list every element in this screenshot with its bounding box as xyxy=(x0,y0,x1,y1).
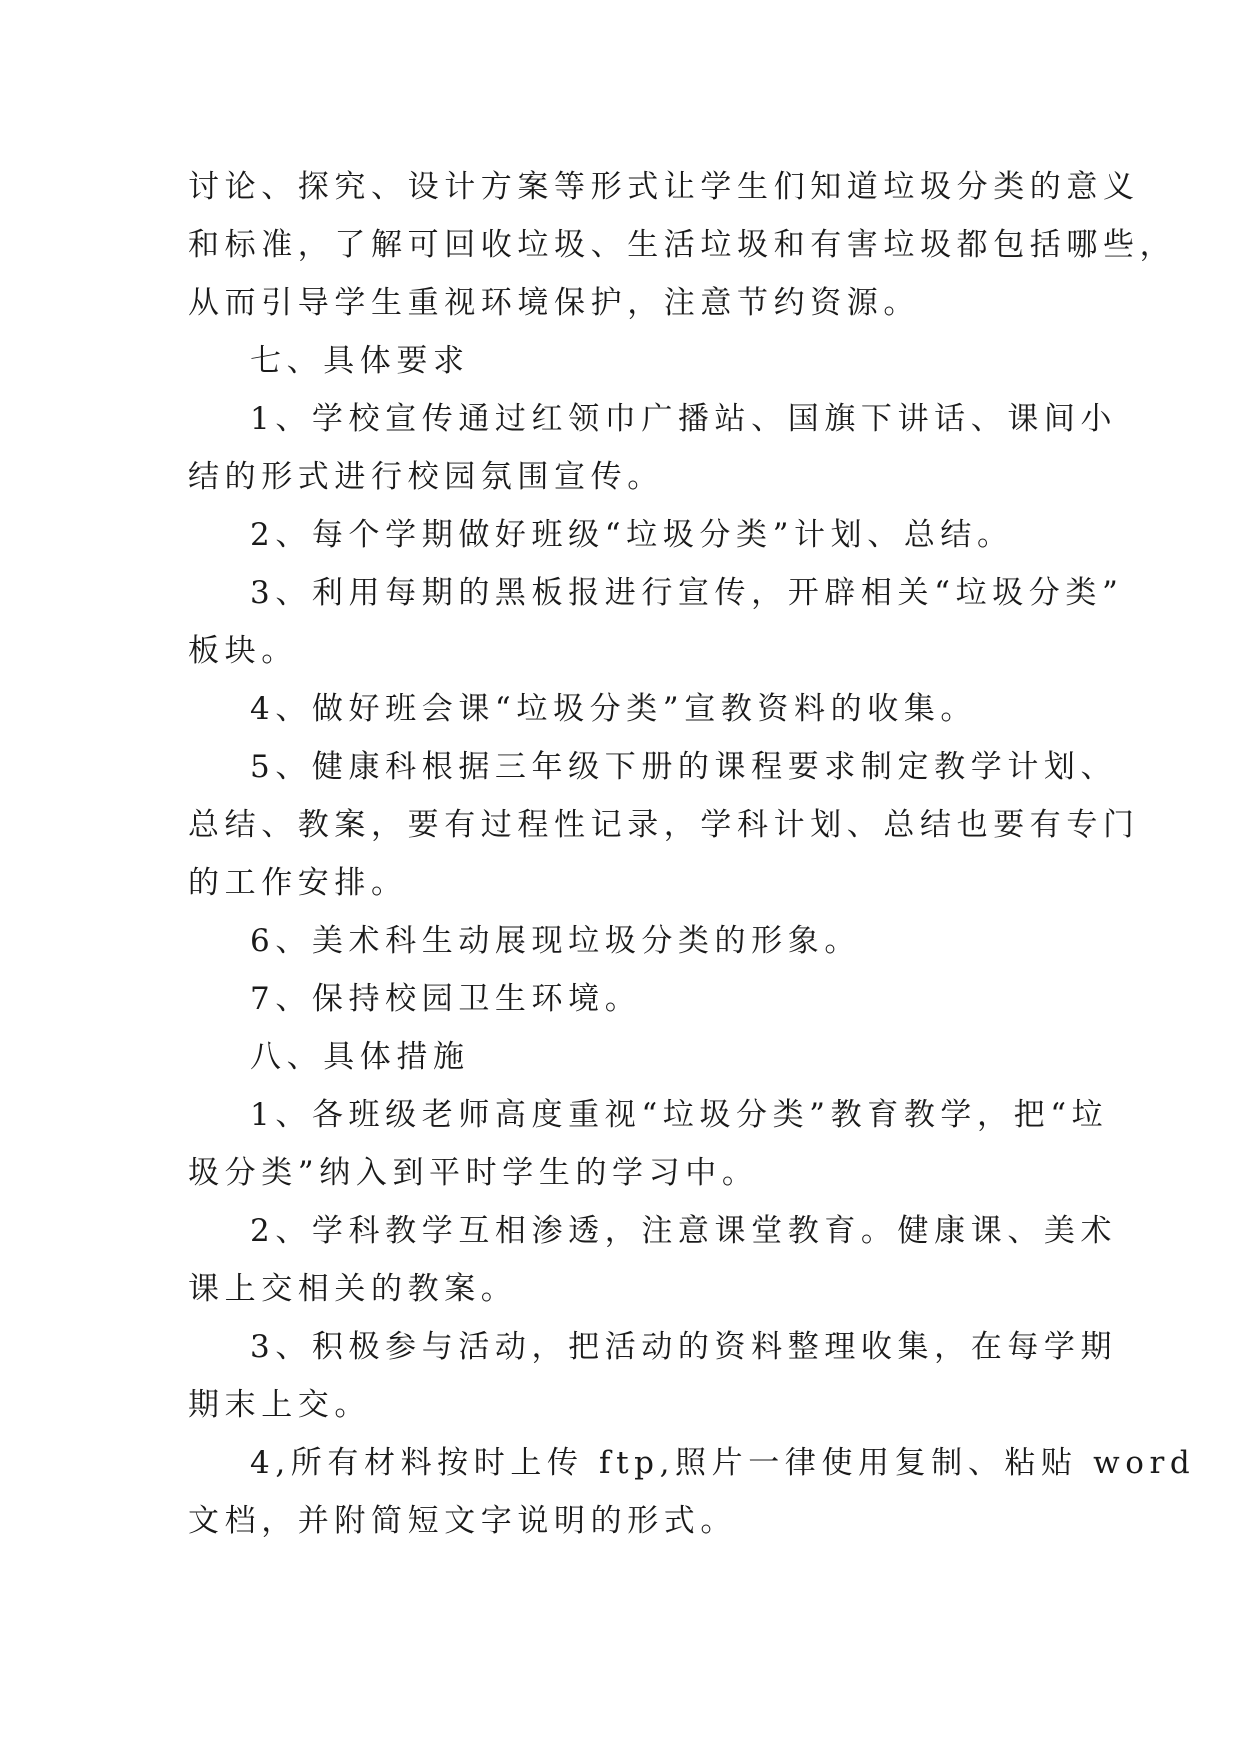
document-body xyxy=(188,158,1196,1550)
section-heading-8: 八、具体措施 xyxy=(250,1039,470,1075)
text-line: 期末上交。 xyxy=(188,1387,371,1423)
text-line: 讨论、探究、设计方案等形式让学生们知道垃圾分类的意义 xyxy=(188,169,1140,205)
text-line: 结的形式进行校园氛围宣传。 xyxy=(188,459,664,495)
section-heading-7: 七、具体要求 xyxy=(250,343,470,379)
text-line: 2、学科教学互相渗透，注意课堂教育。健康课、美术 xyxy=(250,1213,1118,1249)
text-line: 圾分类”纳入到平时学生的学习中。 xyxy=(188,1155,759,1191)
text-line: 从而引导学生重视环境保护，注意节约资源。 xyxy=(188,285,920,321)
text-line: 4、做好班会课“垃圾分类”宣教资料的收集。 xyxy=(250,691,978,727)
text-line: 的工作安排。 xyxy=(188,865,408,901)
text-line: 4,所有材料按时上传 ftp,照片一律使用复制、粘贴 word xyxy=(250,1445,1196,1481)
text-line: 板块。 xyxy=(188,633,298,669)
text-line: 和标准，了解可回收垃圾、生活垃圾和有害垃圾都包括哪些， xyxy=(188,227,1177,263)
text-line: 文档，并附简短文字说明的形式。 xyxy=(188,1503,737,1539)
text-line: 6、美术科生动展现垃圾分类的形象。 xyxy=(250,923,861,959)
text-line: 3、积极参与活动，把活动的资料整理收集，在每学期 xyxy=(250,1329,1118,1365)
text-line: 课上交相关的教案。 xyxy=(188,1271,518,1307)
text-line: 1、各班级老师高度重视“垃圾分类”教育教学，把“垃 xyxy=(250,1097,1109,1133)
text-line: 7、保持校园卫生环境。 xyxy=(250,981,642,1017)
text-line: 总结、教案，要有过程性记录，学科计划、总结也要有专门 xyxy=(188,807,1140,843)
text-line: 5、健康科根据三年级下册的课程要求制定教学计划、 xyxy=(250,749,1118,785)
text-line: 3、利用每期的黑板报进行宣传，开辟相关“垃圾分类” xyxy=(250,575,1124,611)
text-line: 1、学校宣传通过红领巾广播站、国旗下讲话、课间小 xyxy=(250,401,1118,437)
text-line: 2、每个学期做好班级“垃圾分类”计划、总结。 xyxy=(250,517,1014,553)
